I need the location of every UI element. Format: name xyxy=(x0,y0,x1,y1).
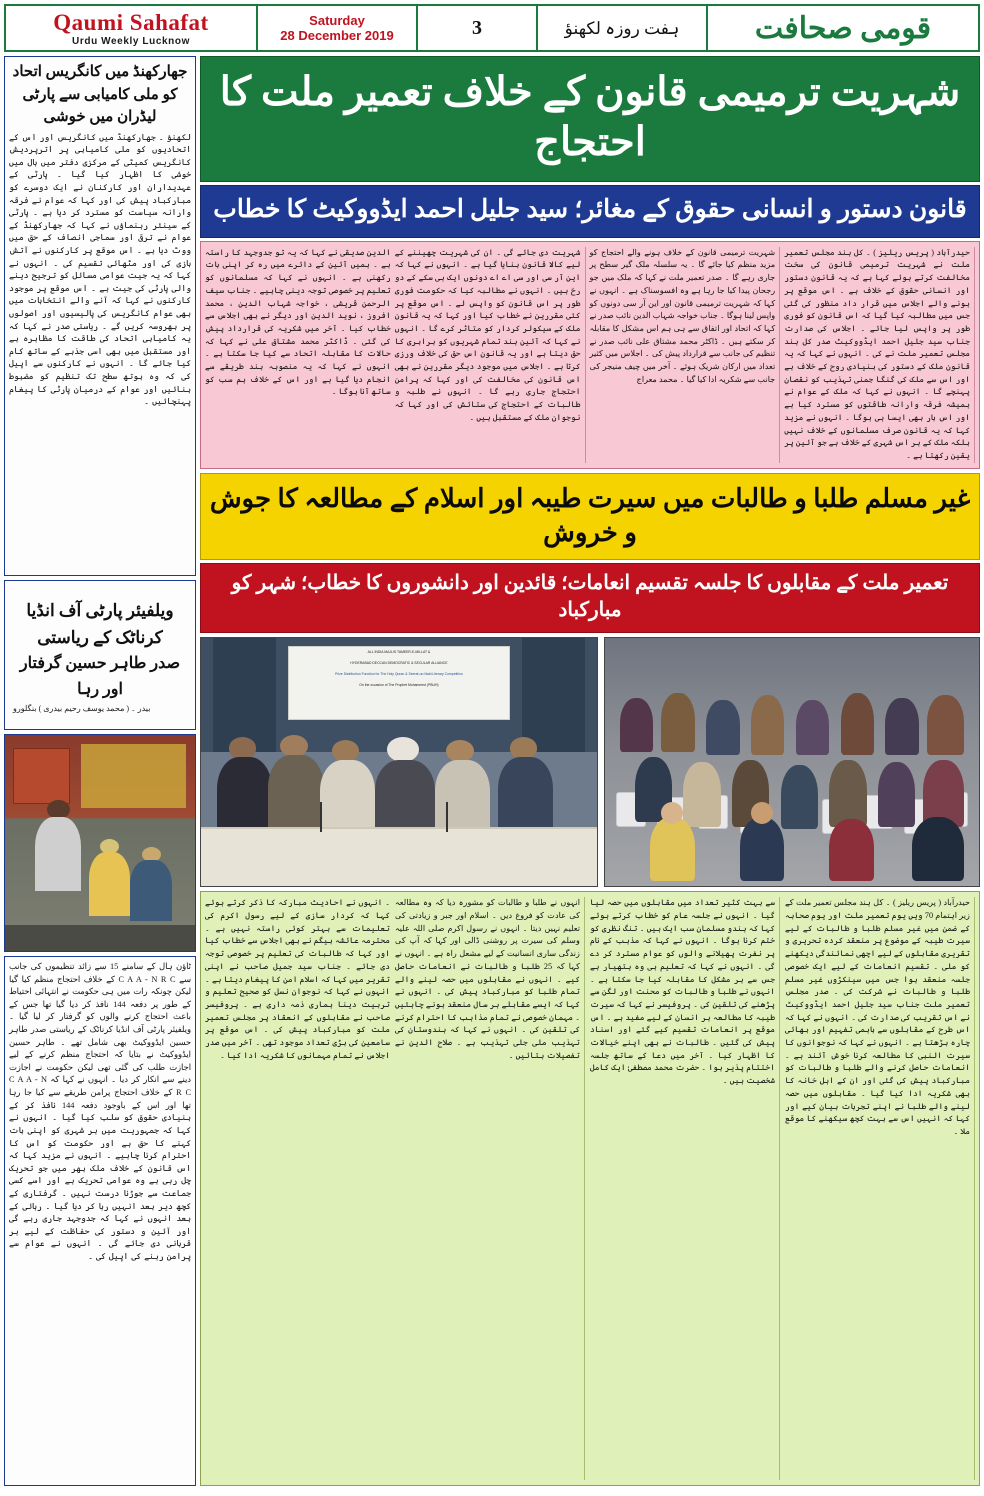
bottom-story-col-4: ۔ انہوں نے احادیث مبارکہ کا ذکر کرتے ہوئے کہا کہ کردار سازی کے لیے رسول اکرم کی تعلیمات سے بہتر کوئی راستہ نہیں ہے ۔ محترمہ عائشہ بیگم نے بھی اجلاس سے خطاب کیا اور کہا کہ طالبات کی تعلیم پر خصوصی توجہ دی جائے ۔ جناب سید جمیل صاحب نے اپنی تقریر میں کہا کہ اسلام امن کا پیغام دیتا ہے ۔ انہوں نے کہا کہ نوجوان نسل کو صحیح تعلیم و تربیت دینا ہماری ذمہ داری ہے ۔ پروفیسر صاحب نے مقابلوں کے انعقاد پر مجلس تعمیر ملت کو مبارکباد پیش کی ۔ اس موقع پر سامعین کی بڑی تعداد موجود تھی ۔ آخر میں صدر اجلاس نے تمام مہمانوں کا شکریہ ادا کیا ۔ xyxy=(205,898,390,1060)
stage-banner-line1: ALL INDIA MAJLIS TAMEER-E-MILLAT & xyxy=(367,649,431,654)
photo-protest xyxy=(4,734,196,952)
lead-story-col-3: شہریت دی جائے گی ۔ ان کی شہریت چھیننے کے لیے کالا قانون بنایا گیا ہے ۔ انہوں نے کہا کہ این آر سی اور سی اے اے دونوں ایک ہی سکے کے دو رخ ہیں ۔ انہوں نے مطالبہ کیا کہ حکومت فوری طور پر اس قانون کو واپس لے ۔ اس موقع پر کئی مقررین نے خطاب کیا اور کہا کہ یہ قانون ملک کے سیکولر کردار کو متاثر کرے گا ۔ انہوں نے کہا کہ آئین ہند تمام شہریوں کو برابری کا حق دیتا ہے اور یہ قانون اس حق کی خلاف ورزی کرتا ہے ۔ اجلاس میں موجود دیگر مقررین نے بھی اس قانون کی مخالفت کی اور کہا کہ پرامن احتجاج جاری رہے گا ۔ انہوں نے طلبہ و طالبات کے احتجاج کی ستائش کی اور کہا کہ نوجوان ملک کے مستقبل ہیں ۔ xyxy=(395,247,586,463)
microphone-icon xyxy=(446,802,448,832)
photo-row xyxy=(200,637,980,887)
left-article-body: لکھنؤ ۔ جھارکھنڈ میں کانگریس اور اس کے اتحادیوں کو ملی کامیابی پر اترپردیش کانگریس کمیٹی کے مرکزی دفتر میں ہال میں خوشی کا اظہار کیا گیا ۔ پارٹی کے عہدیداران اور کارکنان نے ایک دوسرے کو مبارکباد پیش کی اور کہا کہ عوام نے فرقہ وارانہ سیاست کو مسترد کر دیا ہے ۔ پارٹی کے سینئر رہنماؤں نے کہا کہ جھارکھنڈ کے عوام نے ترقی اور سماجی انصاف کے حق میں ووٹ دیا ہے ۔ اس موقع پر کارکنوں نے آتش بازی کی اور مٹھائی تقسیم کی ۔ انہوں نے کہا کہ یہ جیت عوامی مسائل کو ترجیح دینے والی پارٹی کی جیت ہے ۔ اس موقع پر موجود کارکنوں نے کہا کہ آنے والے انتخابات میں بھی عوام کانگریس کی پالیسیوں اور اصولوں پر بھروسہ کریں گے ۔ ریاستی صدر نے کہا کہ یہ کامیابی اتحاد کی طاقت کا مظاہرہ ہے اور مستقبل میں بھی اسی جذبے کے ساتھ کام کیا جائے گا ۔ انہوں نے کارکنوں سے اپیل کی کہ وہ بوتھ سطح تک تنظیم کو مضبوط بنائیں اور عوام کے درمیان پارٹی کا پیغام پہنچائیں ۔ xyxy=(9,132,191,407)
stage-banner xyxy=(288,646,510,720)
welfare-headline-line2: صدر طاہر حسین گرفتار اور رہا xyxy=(19,655,181,698)
left-column xyxy=(4,56,196,1486)
photo-banner-shape xyxy=(13,748,70,804)
main-column xyxy=(200,56,980,1486)
bottom-story-col-1: حیدرآباد ( پریس ریلیز ) ۔ کل ہند مجلس تعمیر ملت کے زیر اہتمام 70 ویں یوم تعمیر ملت اور یوم صحابہ کے ضمن میں غیر مسلم طلبا و طالبات کے لیے سیرت طیبہ کے موضوع پر منعقد کردہ تحریری و تقریری مقابلوں کے لیے اچھی نمائندگی دیکھنے کو ملی ۔ تقسیم انعامات کے لیے ایک خصوصی جلسہ منعقد ہوا جس میں سینکڑوں غیر مسلم طلبا و طالبات نے شرکت کی ۔ صدر مجلس تعمیر ملت جناب سید جلیل احمد ایڈووکیٹ نے اس تقریب کی صدارت کی ۔ انہوں نے کہا کہ اس طرح کے مقابلوں سے باہمی تفہیم اور بھائی چارہ بڑھتا ہے ۔ انہوں نے کہا کہ نوجوانوں کا سیرت النبی کا مطالعہ کرنا خوش آئند ہے ۔ انعامات حاصل کرنے والے طلبا و طالبات کو مبارکباد پیش کی گئی اور ان کے اہل خانہ کا بھی شکریہ ادا کیا گیا ۔ مقابلوں میں حصہ لینے والے طلبا نے اپنے تجربات بیان کیے اور کہا کہ انہیں اس سے بہت کچھ سیکھنے کا موقع ملا ۔ xyxy=(785,897,975,1480)
lead-story xyxy=(200,241,980,469)
lead-subheadline: قانون دستور و انسانی حقوق کے مغائر؛ سید جلیل احمد ایڈووکیٹ کا خطاب xyxy=(200,185,980,238)
secondary-headline: غیر مسلم طلبا و طالبات میں سیرت طیبہ اور اسلام کے مطالعہ کا جوش و خروش xyxy=(200,473,980,561)
left-article-taahir-body xyxy=(4,956,196,1486)
secondary-subheadline: تعمیر ملت کے مقابلوں کا جلسہ تقسیم انعامات؛ قائدین اور دانشوروں کا خطاب؛ شہر کو مبارکباد xyxy=(200,563,980,633)
welfare-headline-line1: ویلفیئر پارٹی آف انڈیا کرناٹک کے ریاستی xyxy=(26,600,174,647)
bottom-story xyxy=(200,891,980,1486)
welfare-credit: بیدر ۔ ( محمد یوسف رحیم بیدری ) بنگلورو xyxy=(13,704,151,714)
masthead xyxy=(4,4,980,52)
page-body xyxy=(4,56,980,1486)
table-front xyxy=(201,827,597,887)
masthead-logo xyxy=(6,6,258,50)
photo-audience xyxy=(604,637,980,887)
left-article-headline: جھارکھنڈ میں کانگریس اتحاد کو ملی کامیابی سے پارٹی لیڈران میں خوشی xyxy=(12,64,188,125)
photo-dais xyxy=(200,637,598,887)
stage-banner-line3: Prize Distribution Function for The Holy Quran & Seerat-un-Nabi Literary Competition xyxy=(335,671,463,676)
left-article-welfare-party xyxy=(4,580,196,730)
masthead-date-value: 28 December 2019 xyxy=(280,28,394,43)
masthead-day: Saturday xyxy=(309,13,365,28)
bottom-story-col-3: انہوں نے طلبا و طالبات کو مشورہ دیا کہ وہ مطالعہ کی عادت کو فروغ دیں ۔ اسلام اور جبر و زیادتی کی تعلیم نہیں دیتا ۔ انہوں نے رسول اکرم صلی اللہ علیہ وسلم کی سیرت پر روشنی ڈالی اور کہا کہ آپ کی زندگی ساری انسانیت کے لیے مشعل راہ ہے ۔ انہوں نے کہا کہ 25 طلبا و طالبات نے انعامات حاصل کیے ۔ انہوں نے مقابلوں میں حصہ لینے والے تمام طلبا کو مبارکباد پیش کی ۔ انہوں نے کہا کہ ایسے مقابلے ہر سال منعقد ہونے چاہئیں ۔ مہمان خصوصی نے تمام مذاہب کا احترام کرنے کی تلقین کی ۔ انہوں نے کہا کہ ہندوستان کی تہذیب ملی جلی تہذیب ہے ۔ صلاح الدین نے تفصیلات بتائیں ۔ xyxy=(395,897,585,1480)
bottom-story-col-2: سے بہت کثیر تعداد میں مقابلوں میں حصہ لیا گیا ۔ انہوں نے جلسہ عام کو خطاب کرتے ہوئے کہا کہ ہندو مسلمان سب ایک ہیں ۔ تنگ نظری کو ختم کرنا ہوگا ۔ انہوں نے کہا کہ مذہب کے نام پر نفرت پھیلانے والوں کو عوام مسترد کر دے گی ۔ انہوں نے کہا کہ تعلیم ہی وہ ہتھیار ہے جس سے ہر مشکل کا مقابلہ کیا جا سکتا ہے ۔ انہوں نے طلبا و طالبات کو محنت اور لگن سے پڑھنے کی تلقین کی ۔ پروفیسر نے کہا کہ سیرت طیبہ کا مطالعہ ہر انسان کے لیے مفید ہے ۔ اس موقع پر انعامات تقسیم کیے گئے اور اسناد پیش کی گئیں ۔ طالبات نے بھی اپنے خیالات کا اظہار کیا ۔ آخر میں دعا کے ساتھ جلسہ اختتام پذیر ہوا ۔ حضرت محمد مصطفیٰ ایک کامل شخصیت ہیں ۔ xyxy=(590,897,780,1480)
left-article-jharkhand xyxy=(4,56,196,576)
stage-banner-line2: HYDERABAD DECCAN DEMOCRATIC & SECULAR ALLIANCE xyxy=(350,660,448,665)
page-number: 3 xyxy=(418,6,538,50)
lead-story-col-1: حیدرآباد ( پریس ریلیز ) ۔ کل ہند مجلس تعمیر ملت نے شہریت ترمیمی قانون کی سخت مخالفت کرتے ہوئے کہا ہے کہ یہ قانون دستور اور انسانی حقوق کے خلاف ہے ۔ اس موقع پر ہونے والے اجلاس میں قرار داد منظور کی گئی جس میں مطالبہ کیا گیا کہ اس قانون کو فوری طور پر واپس لیا جائے ۔ اجلاس کی صدارت جناب سید جلیل احمد ایڈووکیٹ صدر کل ہند مجلس تعمیر ملت نے کی ۔ انہوں نے کہا کہ یہ قانون ملک کے دستور کی بنیادی روح کے خلاف ہے اور اس سے ملک کی گنگا جمنی تہذیب کو نقصان پہنچے گا ۔ انہوں نے کہا کہ ملک کے عوام نے ہمیشہ فرقہ وارانہ طاقتوں کو مسترد کیا ہے اور اس بار بھی ایسا ہی ہوگا ۔ انہوں نے مزید کہا کہ یہ قانون صرف مسلمانوں کے خلاف نہیں بلکہ ملک کے ہر اس شہری کے خلاف ہے جو آئین پر یقین رکھتا ہے ۔ xyxy=(784,247,975,463)
masthead-title: Qaumi Sahafat xyxy=(53,9,209,35)
lead-story-col-2: شہریت ترمیمی قانون کے خلاف ہونے والے احتجاج کو مزید منظم کیا جائے گا ۔ یہ سلسلہ ملک گیر سطح پر جاری رہے گا ۔ صدر تعمیر ملت نے کہا کہ ملک میں جو رجحان پیدا کیا جا رہا ہے وہ افسوسناک ہے ۔ انہوں نے کہا کہ شہریت ترمیمی قانون اور این آر سی دونوں کو واپس لینا ہوگا ۔ جناب خواجہ شہاب الدین نائب صدر نے کہا کہ اتحاد اور اتفاق سے ہی ہم اس مشکل کا مقابلہ کر سکتے ہیں ۔ ڈاکٹر محمد مشتاق علی نائب صدر نے تنظیم کی جانب سے قرارداد پیش کی ۔ اجلاس میں کثیر تعداد میں ارکان شریک ہوئے ۔ آخر میں چیف منیجر کی جانب سے شکریہ ادا کیا گیا ۔ محمد معراج xyxy=(590,247,781,463)
masthead-subtitle: Urdu Weekly Lucknow xyxy=(72,35,190,47)
masthead-urdu-title: قومی صحافت xyxy=(754,11,932,45)
stage-banner-line4: On the occasion of The Prophet Mohammed (PBUH) xyxy=(359,683,439,688)
lead-headline: شہریت ترمیمی قانون کے خلاف تعمیر ملت کا احتجاج xyxy=(200,56,980,182)
microphone-icon xyxy=(320,802,322,832)
lead-story-col-4: الدین صدیقی نے کہا کہ یہ تو جدوجہد کا راستہ ہے ۔ ہمیں آئین کے دائرے میں رہ کر اپنی بات رکھنی ہے ۔ انہوں نے کہا کہ مسلمانوں کو تعلیم پر خصوصی توجہ دینی چاہیے ۔ جناب سیف الرحمن قریشی ، خواجہ شہاب الدین ، محمد افروز ، نوید الدین اور دیگر نے بھی اجلاس سے خطاب کیا ۔ آخر میں شکریہ کی قرارداد پیش کی گئی ۔ ڈاکٹر محمد مشتاق علی نے کہا کہ حالات کا مقابلہ اتحاد سے کیا جا سکتا ہے ۔ انہوں نے کہا کہ یہ منصوبہ بند طریقے سے انجام دیا گیا ہے اور اس کے خلاف ہم سب کو ساتھ آنا ہوگا ۔ xyxy=(205,247,391,397)
masthead-urdu-subtitle: ہفت روزہ لکھنؤ xyxy=(538,6,708,50)
left-article-taahir-text: ٹاؤن ہال کے سامنے 15 سے زائد تنظیموں کی جانب سے C A A - N R C کے خلاف احتجاج منظم کیا گیا لیکن چونکہ رات میں ہی حکومت نے انتہائی احتیاط کے طور پر دفعہ 144 نافذ کر دیا گیا تھا جس کے باعث احتجاج کرنے والوں کو گرفتار کر لیا گیا ۔ ویلفیئر پارٹی آف انڈیا کرناٹک کے ریاستی صدر طاہر حسین ایڈووکیٹ بھی شامل تھے ۔ طاہر حسین ایڈووکیٹ نے بتایا کہ احتجاج منظم کرنے کے لیے اجازت طلب کی گئی تھی لیکن حکومت نے اجازت دینے سے انکار کر دیا ۔ انہوں نے کہا کہ C A A - N R C کے خلاف احتجاج پرامن طریقے سے کیا جا رہا تھا اور اس کے باوجود دفعہ 144 نافذ کر کے بنیادی حقوق کو سلب کیا گیا ۔ انہوں نے کہا کہ جمہوریت میں ہر شہری کو اپنی بات کہنے کا حق ہے اور حکومت کو اس کا احترام کرنا چاہیے ۔ انہوں نے مزید کہا کہ اس قانون کے خلاف ملک بھر میں جو تحریک چل رہی ہے وہ عوامی تحریک ہے اور اسے کسی جماعت سے جوڑنا درست نہیں ۔ گرفتاری کے کچھ دیر بعد انہیں رہا کر دیا گیا ۔ رہائی کے بعد انہوں نے کہا کہ جدوجہد جاری رہے گی اور آئین و دستور کی حفاظت کے لیے ہر قربانی دی جائے گی ۔ انہوں نے عوام سے پرامن رہنے کی اپیل کی ۔ xyxy=(9,962,192,1262)
masthead-date xyxy=(258,6,418,50)
